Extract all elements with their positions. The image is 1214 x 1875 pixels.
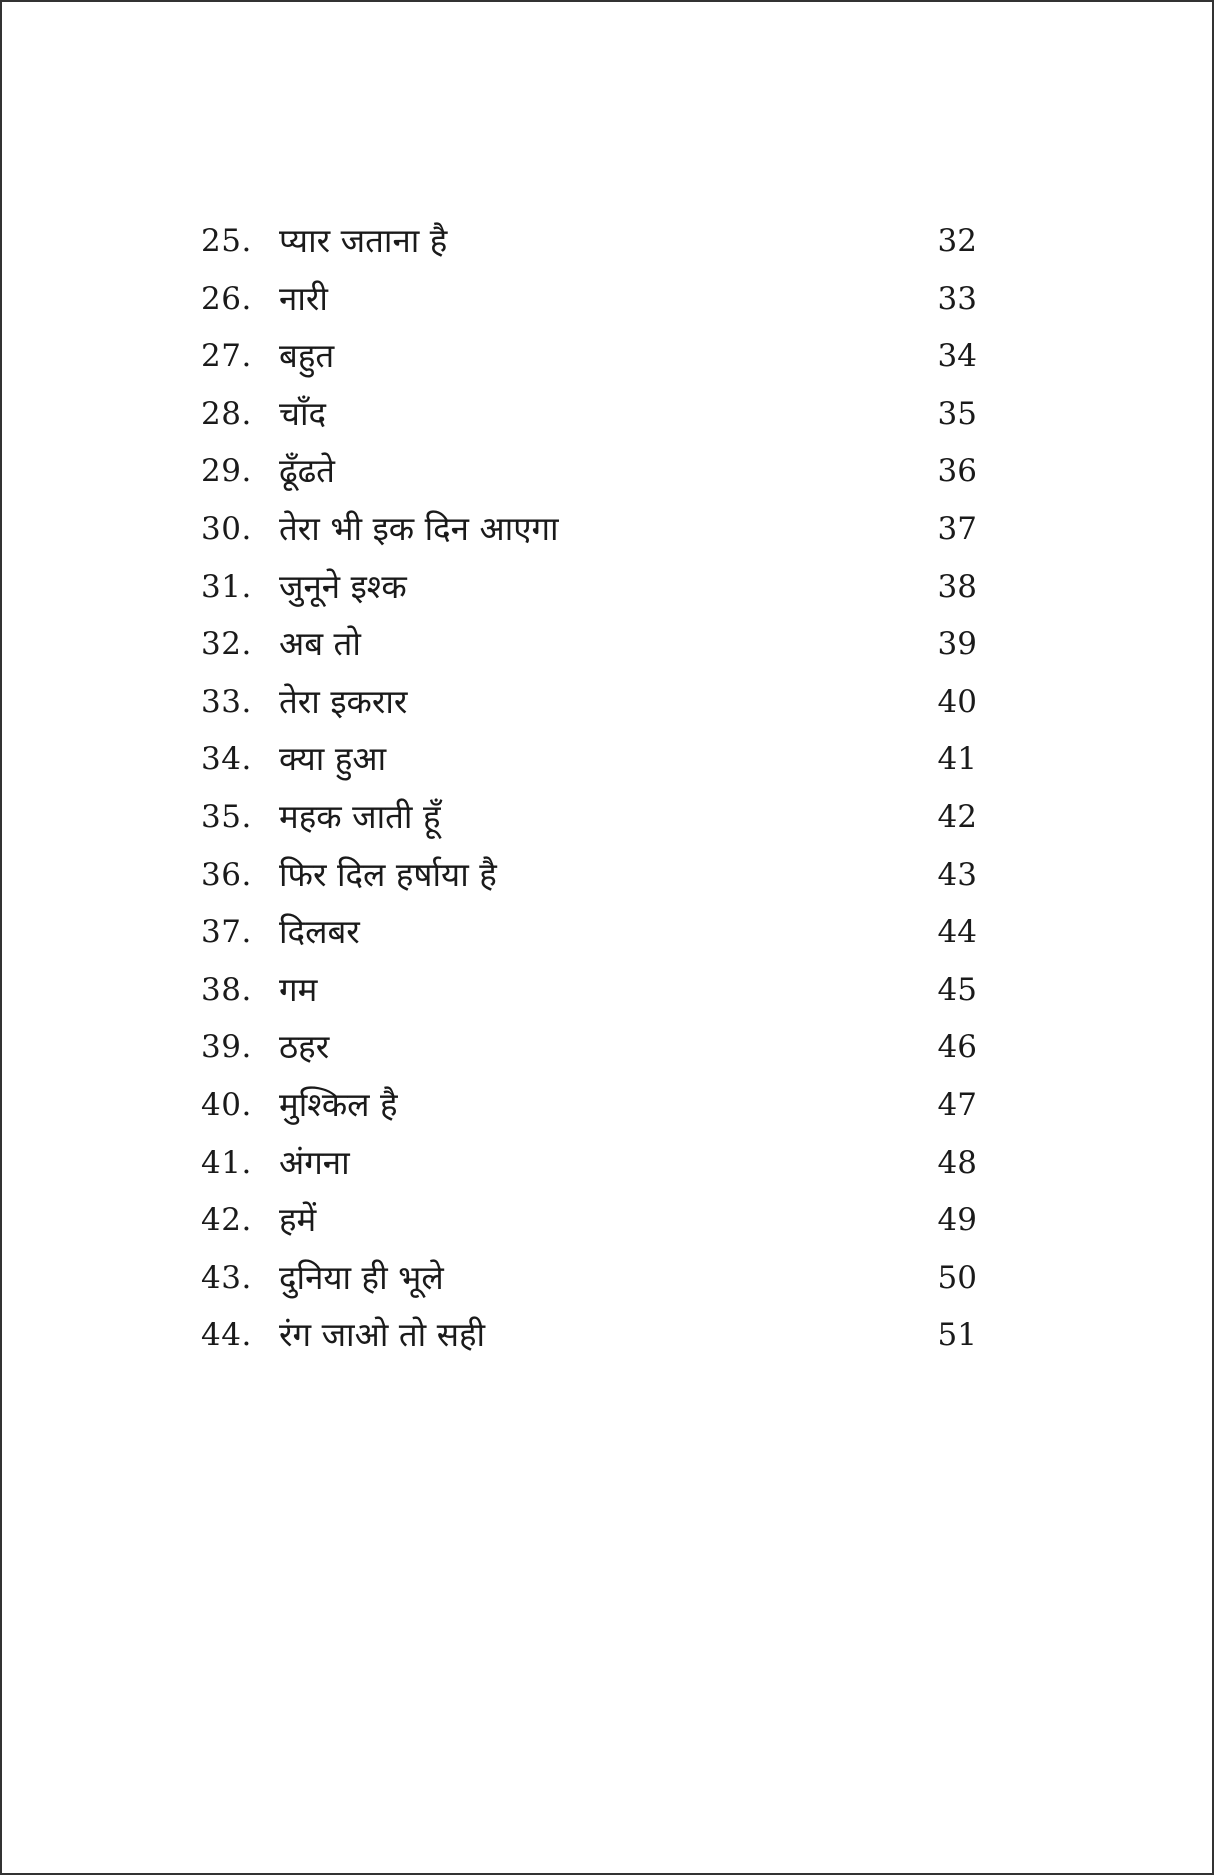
toc-entry[interactable] (201, 504, 981, 562)
entry-title: गम (279, 969, 318, 1009)
toc-entry[interactable] (201, 965, 981, 1023)
entry-page-number: 38 (937, 568, 977, 605)
entry-title: तेरा भी इक दिन आएगा (279, 508, 559, 548)
entry-number: 37. (201, 914, 252, 951)
entry-title: बहुत (279, 336, 335, 376)
toc-entry[interactable] (201, 619, 981, 677)
entry-title: मुश्किल है (279, 1084, 398, 1124)
toc-entry[interactable] (201, 1310, 981, 1368)
toc-entry[interactable] (201, 677, 981, 735)
entry-page-number: 49 (937, 1202, 977, 1239)
entry-title: हमें (279, 1200, 317, 1240)
entry-title: तेरा इकरार (279, 681, 408, 721)
entry-number: 28. (201, 395, 252, 432)
entry-number: 33. (201, 683, 252, 720)
entry-title: ठहर (279, 1027, 330, 1067)
entry-page-number: 50 (937, 1259, 977, 1296)
entry-page-number: 41 (937, 741, 977, 778)
toc-entry[interactable] (201, 331, 981, 389)
toc-entry[interactable] (201, 734, 981, 792)
entry-number: 26. (201, 280, 252, 317)
entry-title: अब तो (279, 624, 361, 664)
entry-page-number: 39 (937, 626, 977, 663)
toc-entry[interactable] (201, 1138, 981, 1196)
entry-number: 44. (201, 1317, 252, 1354)
entry-number: 32. (201, 626, 252, 663)
entry-title: नारी (279, 278, 328, 318)
entry-page-number: 33 (937, 280, 977, 317)
toc-entry[interactable] (201, 1080, 981, 1138)
entry-number: 25. (201, 223, 252, 259)
entry-title: महक जाती हूँ (279, 796, 441, 836)
entry-page-number: 51 (937, 1317, 977, 1354)
entry-number: 27. (201, 338, 252, 375)
entry-page-number: 45 (937, 971, 977, 1008)
entry-number: 29. (201, 453, 252, 490)
entry-title: जुनूने इश्क (279, 566, 407, 606)
entry-number: 39. (201, 1029, 252, 1066)
entry-number: 41. (201, 1144, 252, 1181)
toc-entry[interactable] (201, 1195, 981, 1253)
entry-page-number: 47 (937, 1086, 977, 1123)
entry-page-number: 35 (937, 395, 977, 432)
entry-title: अंगना (279, 1142, 350, 1182)
entry-title: प्यार जताना है (279, 221, 448, 260)
toc-entry[interactable] (201, 1253, 981, 1311)
entry-page-number: 42 (937, 798, 977, 835)
entry-page-number: 34 (937, 338, 977, 375)
entry-page-number: 46 (937, 1029, 977, 1066)
entry-title: चाँद (279, 393, 327, 433)
entry-number: 43. (201, 1259, 252, 1296)
entry-page-number: 40 (937, 683, 977, 720)
entry-page-number: 36 (937, 453, 977, 490)
entry-number: 31. (201, 568, 252, 605)
toc-entry[interactable] (201, 274, 981, 332)
entry-title: ढूँढते (279, 451, 335, 491)
entry-page-number: 37 (937, 510, 977, 547)
toc-entry[interactable] (201, 446, 981, 504)
toc-entry[interactable] (201, 792, 981, 850)
toc-entry[interactable] (201, 562, 981, 620)
entry-number: 34. (201, 741, 252, 778)
toc-entry[interactable] (201, 907, 981, 965)
entry-number: 35. (201, 798, 252, 835)
entry-title: क्या हुआ (279, 739, 387, 779)
toc-entry[interactable] (201, 1022, 981, 1080)
entry-number: 42. (201, 1202, 252, 1239)
toc-entry[interactable] (201, 216, 981, 274)
entry-page-number: 43 (937, 856, 977, 893)
entry-page-number: 44 (937, 914, 977, 951)
toc-entry[interactable] (201, 389, 981, 447)
entry-number: 40. (201, 1086, 252, 1123)
toc-entry[interactable] (201, 850, 981, 908)
entry-number: 36. (201, 856, 252, 893)
entry-page-number: 32 (937, 223, 977, 259)
entry-title: दुनिया ही भूले (279, 1257, 444, 1297)
entry-title: रंग जाओ तो सही (279, 1315, 486, 1355)
entry-title: फिर दिल हर्षाया है (279, 854, 497, 894)
entry-title: दिलबर (279, 912, 360, 952)
entry-page-number: 48 (937, 1144, 977, 1181)
entry-number: 30. (201, 510, 252, 547)
entry-number: 38. (201, 971, 252, 1008)
table-of-contents (201, 216, 981, 1368)
